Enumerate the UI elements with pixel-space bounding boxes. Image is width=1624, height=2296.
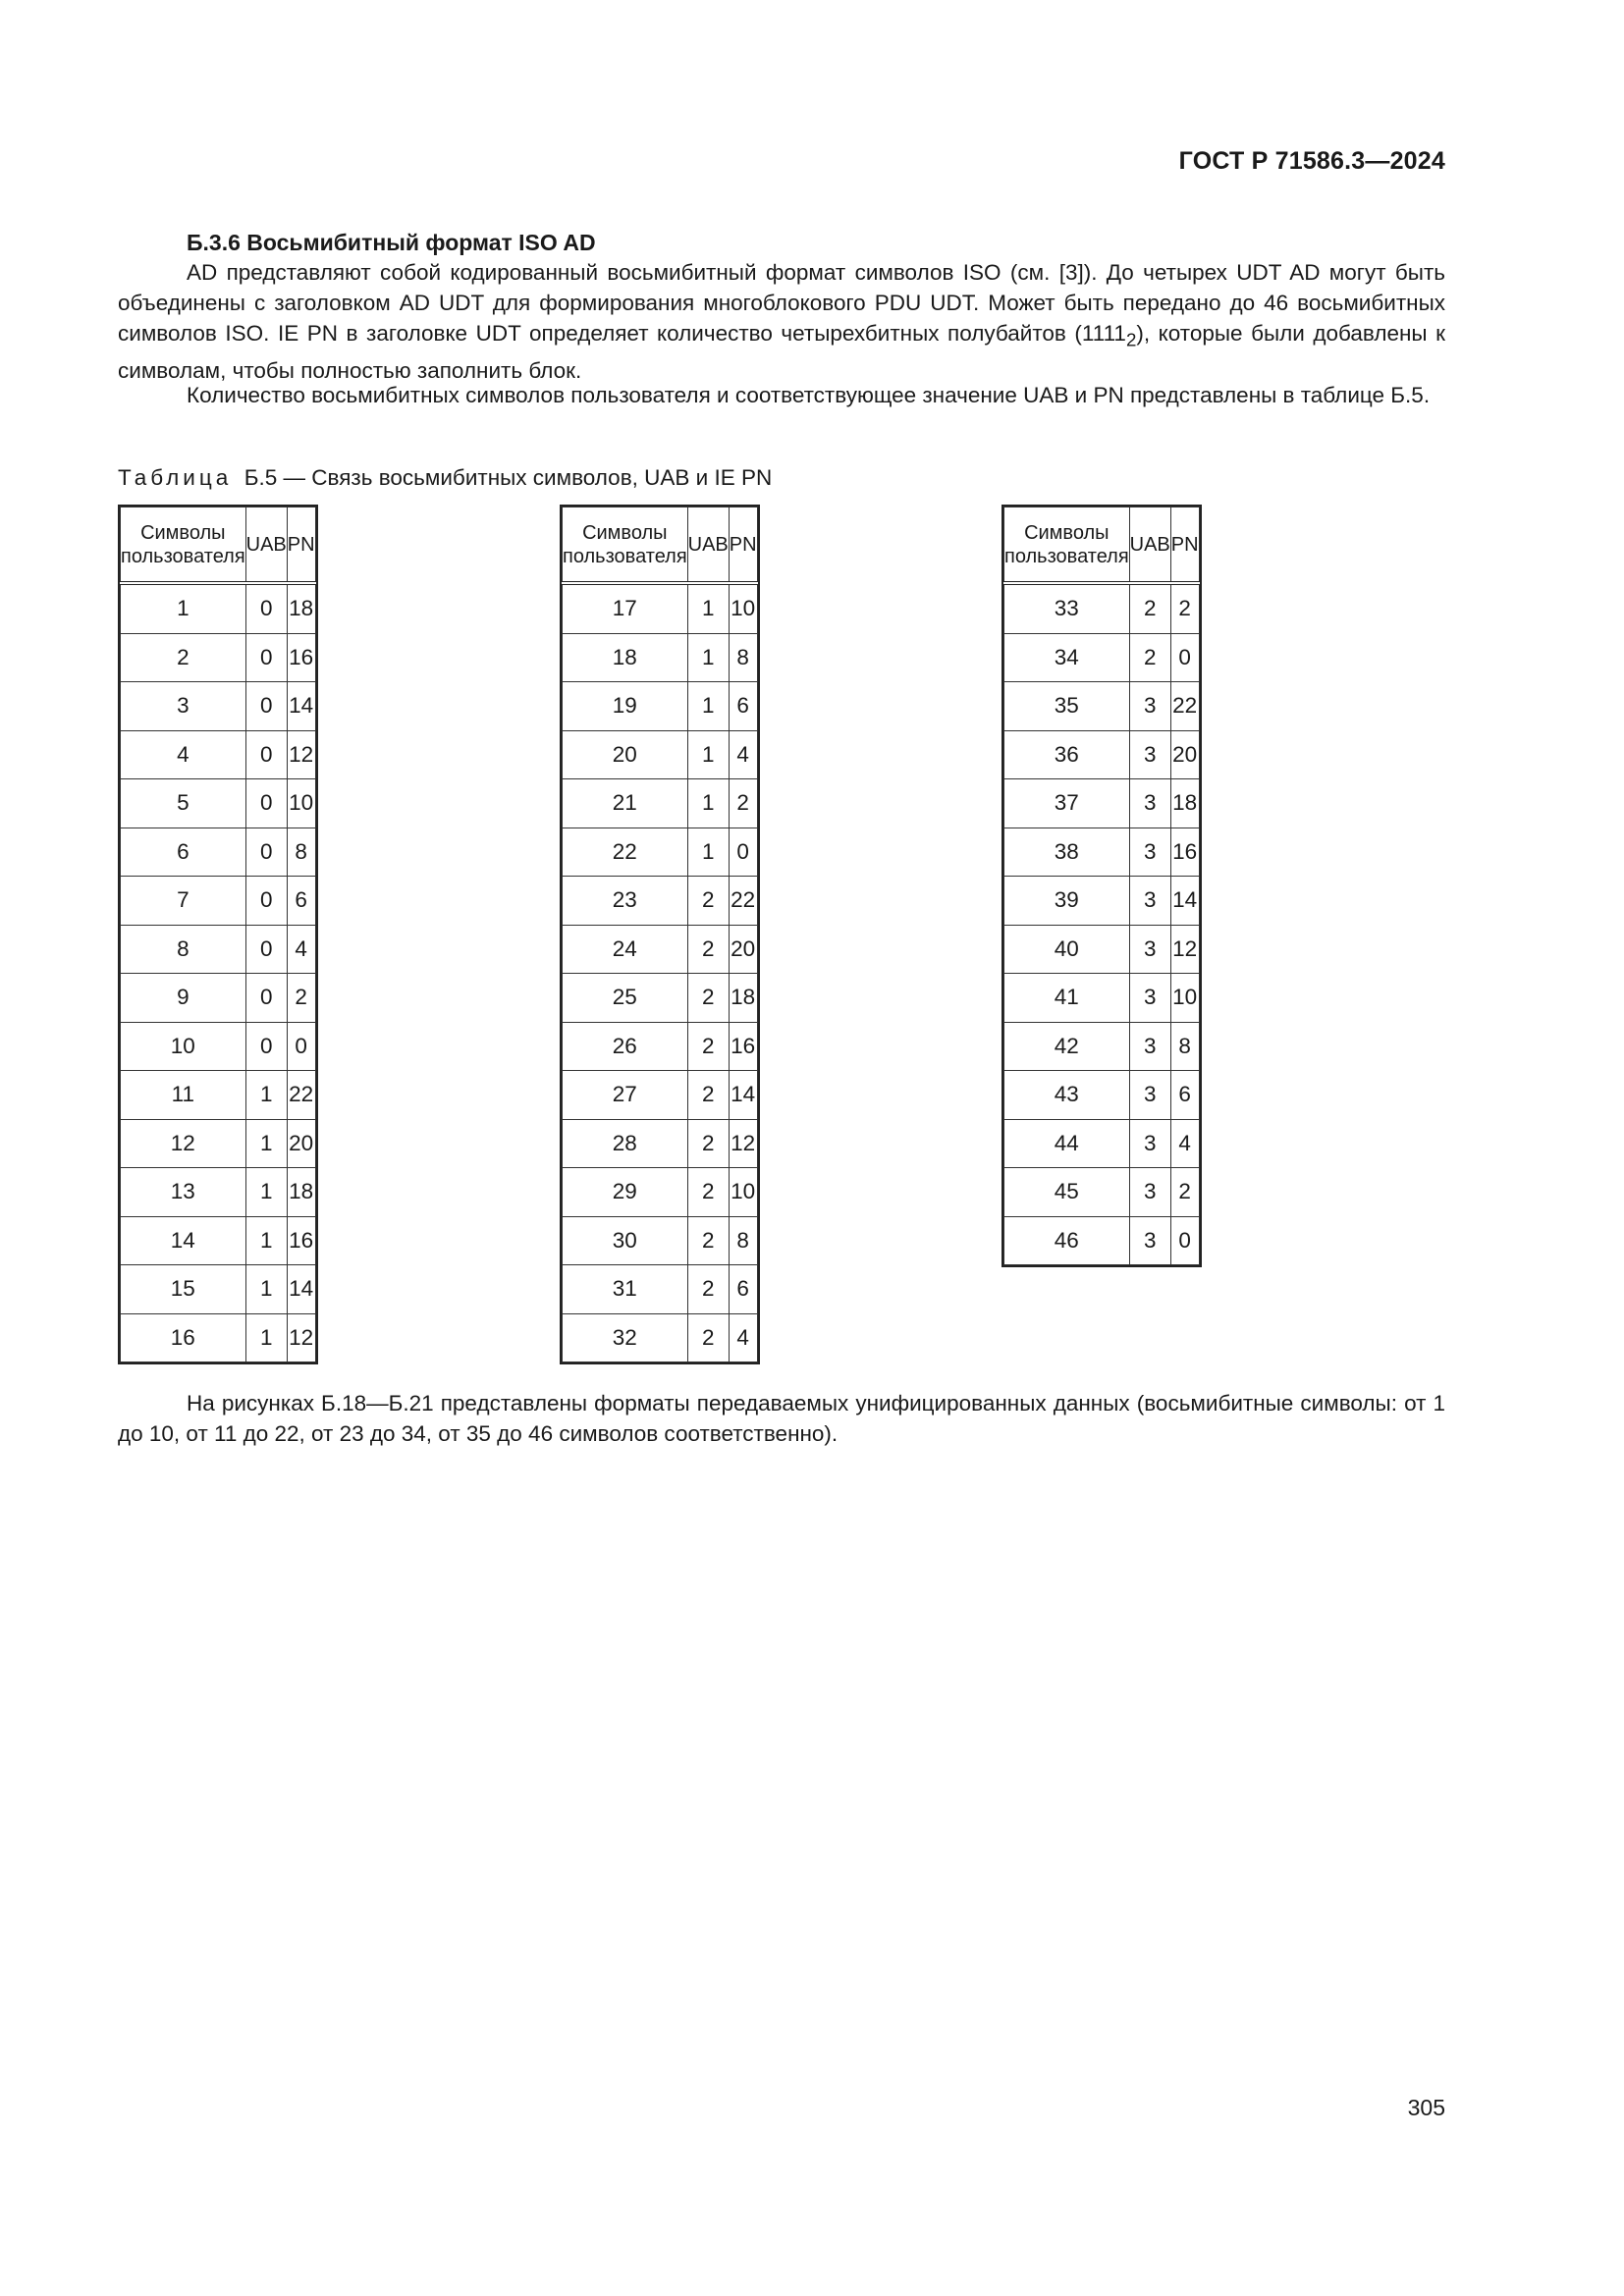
cell-pn: 10 xyxy=(1170,974,1199,1023)
cell-user-symbols: 9 xyxy=(121,974,246,1023)
table-row xyxy=(563,1265,758,1314)
cell-pn: 6 xyxy=(729,1265,757,1314)
cell-user-symbols: 19 xyxy=(563,682,688,731)
paragraph-intro-text: AD представляют собой кодированный восьмибитный формат символов ISO (см. [3]). До четырех UDT AD могут быть объединены с заголовком AD UDT для формирования многоблокового PDU UDT. Может быть передано до 46 восьмибитных символов ISO. IE PN в заголовке UDT определяет количество четырехбитных полубайтов (1111 xyxy=(118,260,1445,346)
cell-uab: 0 xyxy=(245,877,287,926)
table-row xyxy=(1004,779,1200,828)
cell-pn: 2 xyxy=(1170,583,1199,633)
cell-uab: 1 xyxy=(687,682,729,731)
table-row xyxy=(1004,1071,1200,1120)
table-row xyxy=(563,682,758,731)
document-id: ГОСТ Р 71586.3—2024 xyxy=(1178,147,1445,175)
cell-pn: 16 xyxy=(729,1022,757,1071)
cell-uab: 0 xyxy=(245,779,287,828)
cell-user-symbols: 12 xyxy=(121,1119,246,1168)
header-user-symbols: Символы пользователя xyxy=(563,507,688,584)
cell-pn: 6 xyxy=(729,682,757,731)
table-row xyxy=(121,1071,316,1120)
cell-user-symbols: 3 xyxy=(121,682,246,731)
cell-uab: 3 xyxy=(1129,1168,1170,1217)
table-row xyxy=(121,583,316,633)
table-row xyxy=(121,974,316,1023)
header-user-symbols: Символы пользователя xyxy=(1004,507,1130,584)
cell-uab: 1 xyxy=(687,730,729,779)
cell-user-symbols: 13 xyxy=(121,1168,246,1217)
cell-uab: 3 xyxy=(1129,730,1170,779)
cell-user-symbols: 35 xyxy=(1004,682,1130,731)
cell-user-symbols: 25 xyxy=(563,974,688,1023)
table-row xyxy=(1004,682,1200,731)
cell-uab: 2 xyxy=(687,1119,729,1168)
cell-user-symbols: 34 xyxy=(1004,633,1130,682)
cell-user-symbols: 20 xyxy=(563,730,688,779)
table-row xyxy=(1004,974,1200,1023)
cell-pn: 0 xyxy=(729,828,757,877)
cell-uab: 3 xyxy=(1129,1119,1170,1168)
table-row xyxy=(1004,1119,1200,1168)
table-row xyxy=(563,1216,758,1265)
table-caption-label: Таблица xyxy=(118,465,233,490)
cell-user-symbols: 18 xyxy=(563,633,688,682)
cell-uab: 2 xyxy=(687,1265,729,1314)
cell-user-symbols: 30 xyxy=(563,1216,688,1265)
cell-pn: 6 xyxy=(287,877,315,926)
cell-user-symbols: 42 xyxy=(1004,1022,1130,1071)
cell-pn: 16 xyxy=(287,1216,315,1265)
paragraph-table-reference-text: Количество восьмибитных символов пользователя и соответствующее значение UAB и PN представлены в таблице Б.5. xyxy=(187,383,1431,407)
table-row xyxy=(563,925,758,974)
cell-pn: 4 xyxy=(287,925,315,974)
cell-user-symbols: 38 xyxy=(1004,828,1130,877)
table-row xyxy=(121,877,316,926)
table-row xyxy=(121,1216,316,1265)
cell-uab: 0 xyxy=(245,1022,287,1071)
page-number: 305 xyxy=(1407,2095,1445,2120)
cell-uab: 1 xyxy=(245,1119,287,1168)
cell-uab: 3 xyxy=(1129,974,1170,1023)
table-row xyxy=(121,1265,316,1314)
cell-uab: 3 xyxy=(1129,1022,1170,1071)
cell-pn: 8 xyxy=(729,633,757,682)
paragraph-intro-text-end: ), которые были добавлены к символам, чтобы полностью заполнить блок. xyxy=(118,321,1445,383)
cell-user-symbols: 6 xyxy=(121,828,246,877)
cell-pn: 18 xyxy=(287,1168,315,1217)
table-row xyxy=(563,583,758,633)
cell-uab: 2 xyxy=(1129,583,1170,633)
cell-user-symbols: 26 xyxy=(563,1022,688,1071)
table-row xyxy=(1004,583,1200,633)
cell-uab: 1 xyxy=(245,1168,287,1217)
cell-uab: 3 xyxy=(1129,925,1170,974)
cell-uab: 3 xyxy=(1129,682,1170,731)
cell-user-symbols: 37 xyxy=(1004,779,1130,828)
cell-user-symbols: 8 xyxy=(121,925,246,974)
cell-pn: 22 xyxy=(729,877,757,926)
cell-pn: 2 xyxy=(1170,1168,1199,1217)
cell-pn: 0 xyxy=(287,1022,315,1071)
cell-user-symbols: 22 xyxy=(563,828,688,877)
cell-user-symbols: 24 xyxy=(563,925,688,974)
cell-pn: 20 xyxy=(287,1119,315,1168)
cell-uab: 2 xyxy=(687,1168,729,1217)
cell-uab: 1 xyxy=(687,779,729,828)
cell-user-symbols: 2 xyxy=(121,633,246,682)
cell-uab: 0 xyxy=(245,730,287,779)
cell-uab: 2 xyxy=(1129,633,1170,682)
table-row xyxy=(1004,730,1200,779)
paragraph-table-reference xyxy=(118,380,1445,410)
header-uab: UAB xyxy=(1129,507,1170,584)
table-block-2 xyxy=(560,505,760,1364)
cell-user-symbols: 17 xyxy=(563,583,688,633)
cell-uab: 2 xyxy=(687,877,729,926)
header-user-symbols: Символы пользователя xyxy=(121,507,246,584)
paragraph-figures-reference-text: На рисунках Б.18—Б.21 представлены форматы передаваемых унифицированных данных (восьмибитные символы: от 1 до 10, от 11 до 22, от 23 до 34, от 35 до 46 символов соответственно). xyxy=(118,1391,1445,1446)
cell-user-symbols: 32 xyxy=(563,1313,688,1362)
cell-pn: 14 xyxy=(1170,877,1199,926)
cell-uab: 2 xyxy=(687,1216,729,1265)
cell-uab: 1 xyxy=(245,1313,287,1362)
cell-pn: 12 xyxy=(1170,925,1199,974)
table-row xyxy=(563,877,758,926)
table-block-2-grid xyxy=(562,507,758,1362)
cell-pn: 14 xyxy=(729,1071,757,1120)
header-uab: UAB xyxy=(245,507,287,584)
cell-pn: 8 xyxy=(287,828,315,877)
cell-uab: 0 xyxy=(245,828,287,877)
cell-pn: 18 xyxy=(287,583,315,633)
cell-pn: 18 xyxy=(1170,779,1199,828)
table-row xyxy=(1004,877,1200,926)
table-row xyxy=(121,1313,316,1362)
table-block-1 xyxy=(118,505,318,1364)
cell-uab: 1 xyxy=(687,583,729,633)
paragraph-intro xyxy=(118,257,1445,386)
cell-user-symbols: 33 xyxy=(1004,583,1130,633)
cell-pn: 4 xyxy=(729,730,757,779)
cell-uab: 1 xyxy=(687,633,729,682)
cell-user-symbols: 11 xyxy=(121,1071,246,1120)
table-block-3 xyxy=(1001,505,1202,1267)
cell-uab: 0 xyxy=(245,974,287,1023)
header-pn: PN xyxy=(1170,507,1199,584)
table-row xyxy=(121,1022,316,1071)
table-row xyxy=(121,779,316,828)
subscript-base: 2 xyxy=(1125,329,1137,350)
cell-pn: 10 xyxy=(287,779,315,828)
cell-user-symbols: 39 xyxy=(1004,877,1130,926)
cell-uab: 3 xyxy=(1129,779,1170,828)
cell-user-symbols: 10 xyxy=(121,1022,246,1071)
cell-uab: 0 xyxy=(245,682,287,731)
cell-uab: 1 xyxy=(245,1071,287,1120)
cell-user-symbols: 44 xyxy=(1004,1119,1130,1168)
cell-pn: 6 xyxy=(1170,1071,1199,1120)
cell-user-symbols: 31 xyxy=(563,1265,688,1314)
table-row xyxy=(1004,925,1200,974)
table-row xyxy=(1004,828,1200,877)
cell-user-symbols: 4 xyxy=(121,730,246,779)
table-row xyxy=(121,682,316,731)
cell-uab: 0 xyxy=(245,633,287,682)
table-row xyxy=(1004,1168,1200,1217)
cell-uab: 2 xyxy=(687,1313,729,1362)
cell-pn: 18 xyxy=(729,974,757,1023)
cell-user-symbols: 7 xyxy=(121,877,246,926)
cell-uab: 2 xyxy=(687,974,729,1023)
cell-pn: 16 xyxy=(1170,828,1199,877)
cell-pn: 0 xyxy=(1170,633,1199,682)
table-row xyxy=(121,925,316,974)
table-caption-text: Б.5 — Связь восьмибитных символов, UAB и IE PN xyxy=(244,465,773,490)
table-row xyxy=(563,974,758,1023)
cell-user-symbols: 46 xyxy=(1004,1216,1130,1265)
header-uab: UAB xyxy=(687,507,729,584)
table-row xyxy=(563,1022,758,1071)
header-pn: PN xyxy=(729,507,757,584)
cell-user-symbols: 29 xyxy=(563,1168,688,1217)
cell-uab: 2 xyxy=(687,1071,729,1120)
table-row xyxy=(121,828,316,877)
cell-pn: 20 xyxy=(1170,730,1199,779)
cell-user-symbols: 36 xyxy=(1004,730,1130,779)
cell-uab: 3 xyxy=(1129,1071,1170,1120)
cell-uab: 1 xyxy=(245,1265,287,1314)
table-row xyxy=(121,1168,316,1217)
cell-pn: 8 xyxy=(729,1216,757,1265)
table-block-1-grid xyxy=(120,507,316,1362)
cell-user-symbols: 15 xyxy=(121,1265,246,1314)
cell-uab: 0 xyxy=(245,583,287,633)
cell-pn: 20 xyxy=(729,925,757,974)
table-row xyxy=(1004,633,1200,682)
cell-uab: 1 xyxy=(245,1216,287,1265)
cell-uab: 2 xyxy=(687,925,729,974)
cell-uab: 3 xyxy=(1129,828,1170,877)
cell-pn: 10 xyxy=(729,583,757,633)
table-row xyxy=(563,1313,758,1362)
cell-user-symbols: 1 xyxy=(121,583,246,633)
cell-pn: 12 xyxy=(729,1119,757,1168)
table-row xyxy=(563,1168,758,1217)
paragraph-figures-reference xyxy=(118,1388,1445,1449)
cell-pn: 2 xyxy=(287,974,315,1023)
cell-user-symbols: 45 xyxy=(1004,1168,1130,1217)
table-block-3-grid xyxy=(1003,507,1200,1265)
cell-user-symbols: 41 xyxy=(1004,974,1130,1023)
cell-uab: 3 xyxy=(1129,877,1170,926)
section-title: Б.3.6 Восьмибитный формат ISO AD xyxy=(187,230,596,255)
table-row xyxy=(121,1119,316,1168)
cell-user-symbols: 21 xyxy=(563,779,688,828)
cell-pn: 8 xyxy=(1170,1022,1199,1071)
table-row xyxy=(563,1119,758,1168)
table-row xyxy=(563,730,758,779)
table-row xyxy=(121,730,316,779)
cell-pn: 10 xyxy=(729,1168,757,1217)
table-row xyxy=(563,828,758,877)
table-caption xyxy=(118,465,772,491)
table-row xyxy=(563,1071,758,1120)
cell-pn: 14 xyxy=(287,682,315,731)
cell-pn: 14 xyxy=(287,1265,315,1314)
cell-user-symbols: 16 xyxy=(121,1313,246,1362)
cell-user-symbols: 23 xyxy=(563,877,688,926)
table-row xyxy=(563,633,758,682)
cell-pn: 2 xyxy=(729,779,757,828)
cell-pn: 16 xyxy=(287,633,315,682)
table-row xyxy=(1004,1022,1200,1071)
table-row xyxy=(121,633,316,682)
cell-uab: 2 xyxy=(687,1022,729,1071)
cell-uab: 3 xyxy=(1129,1216,1170,1265)
cell-user-symbols: 28 xyxy=(563,1119,688,1168)
cell-user-symbols: 27 xyxy=(563,1071,688,1120)
table-row xyxy=(563,779,758,828)
cell-user-symbols: 40 xyxy=(1004,925,1130,974)
cell-pn: 12 xyxy=(287,1313,315,1362)
cell-uab: 0 xyxy=(245,925,287,974)
cell-pn: 4 xyxy=(1170,1119,1199,1168)
cell-pn: 22 xyxy=(287,1071,315,1120)
cell-pn: 12 xyxy=(287,730,315,779)
cell-user-symbols: 14 xyxy=(121,1216,246,1265)
table-row xyxy=(1004,1216,1200,1265)
header-pn: PN xyxy=(287,507,315,584)
cell-user-symbols: 5 xyxy=(121,779,246,828)
cell-user-symbols: 43 xyxy=(1004,1071,1130,1120)
cell-pn: 22 xyxy=(1170,682,1199,731)
cell-pn: 0 xyxy=(1170,1216,1199,1265)
cell-uab: 1 xyxy=(687,828,729,877)
cell-pn: 4 xyxy=(729,1313,757,1362)
